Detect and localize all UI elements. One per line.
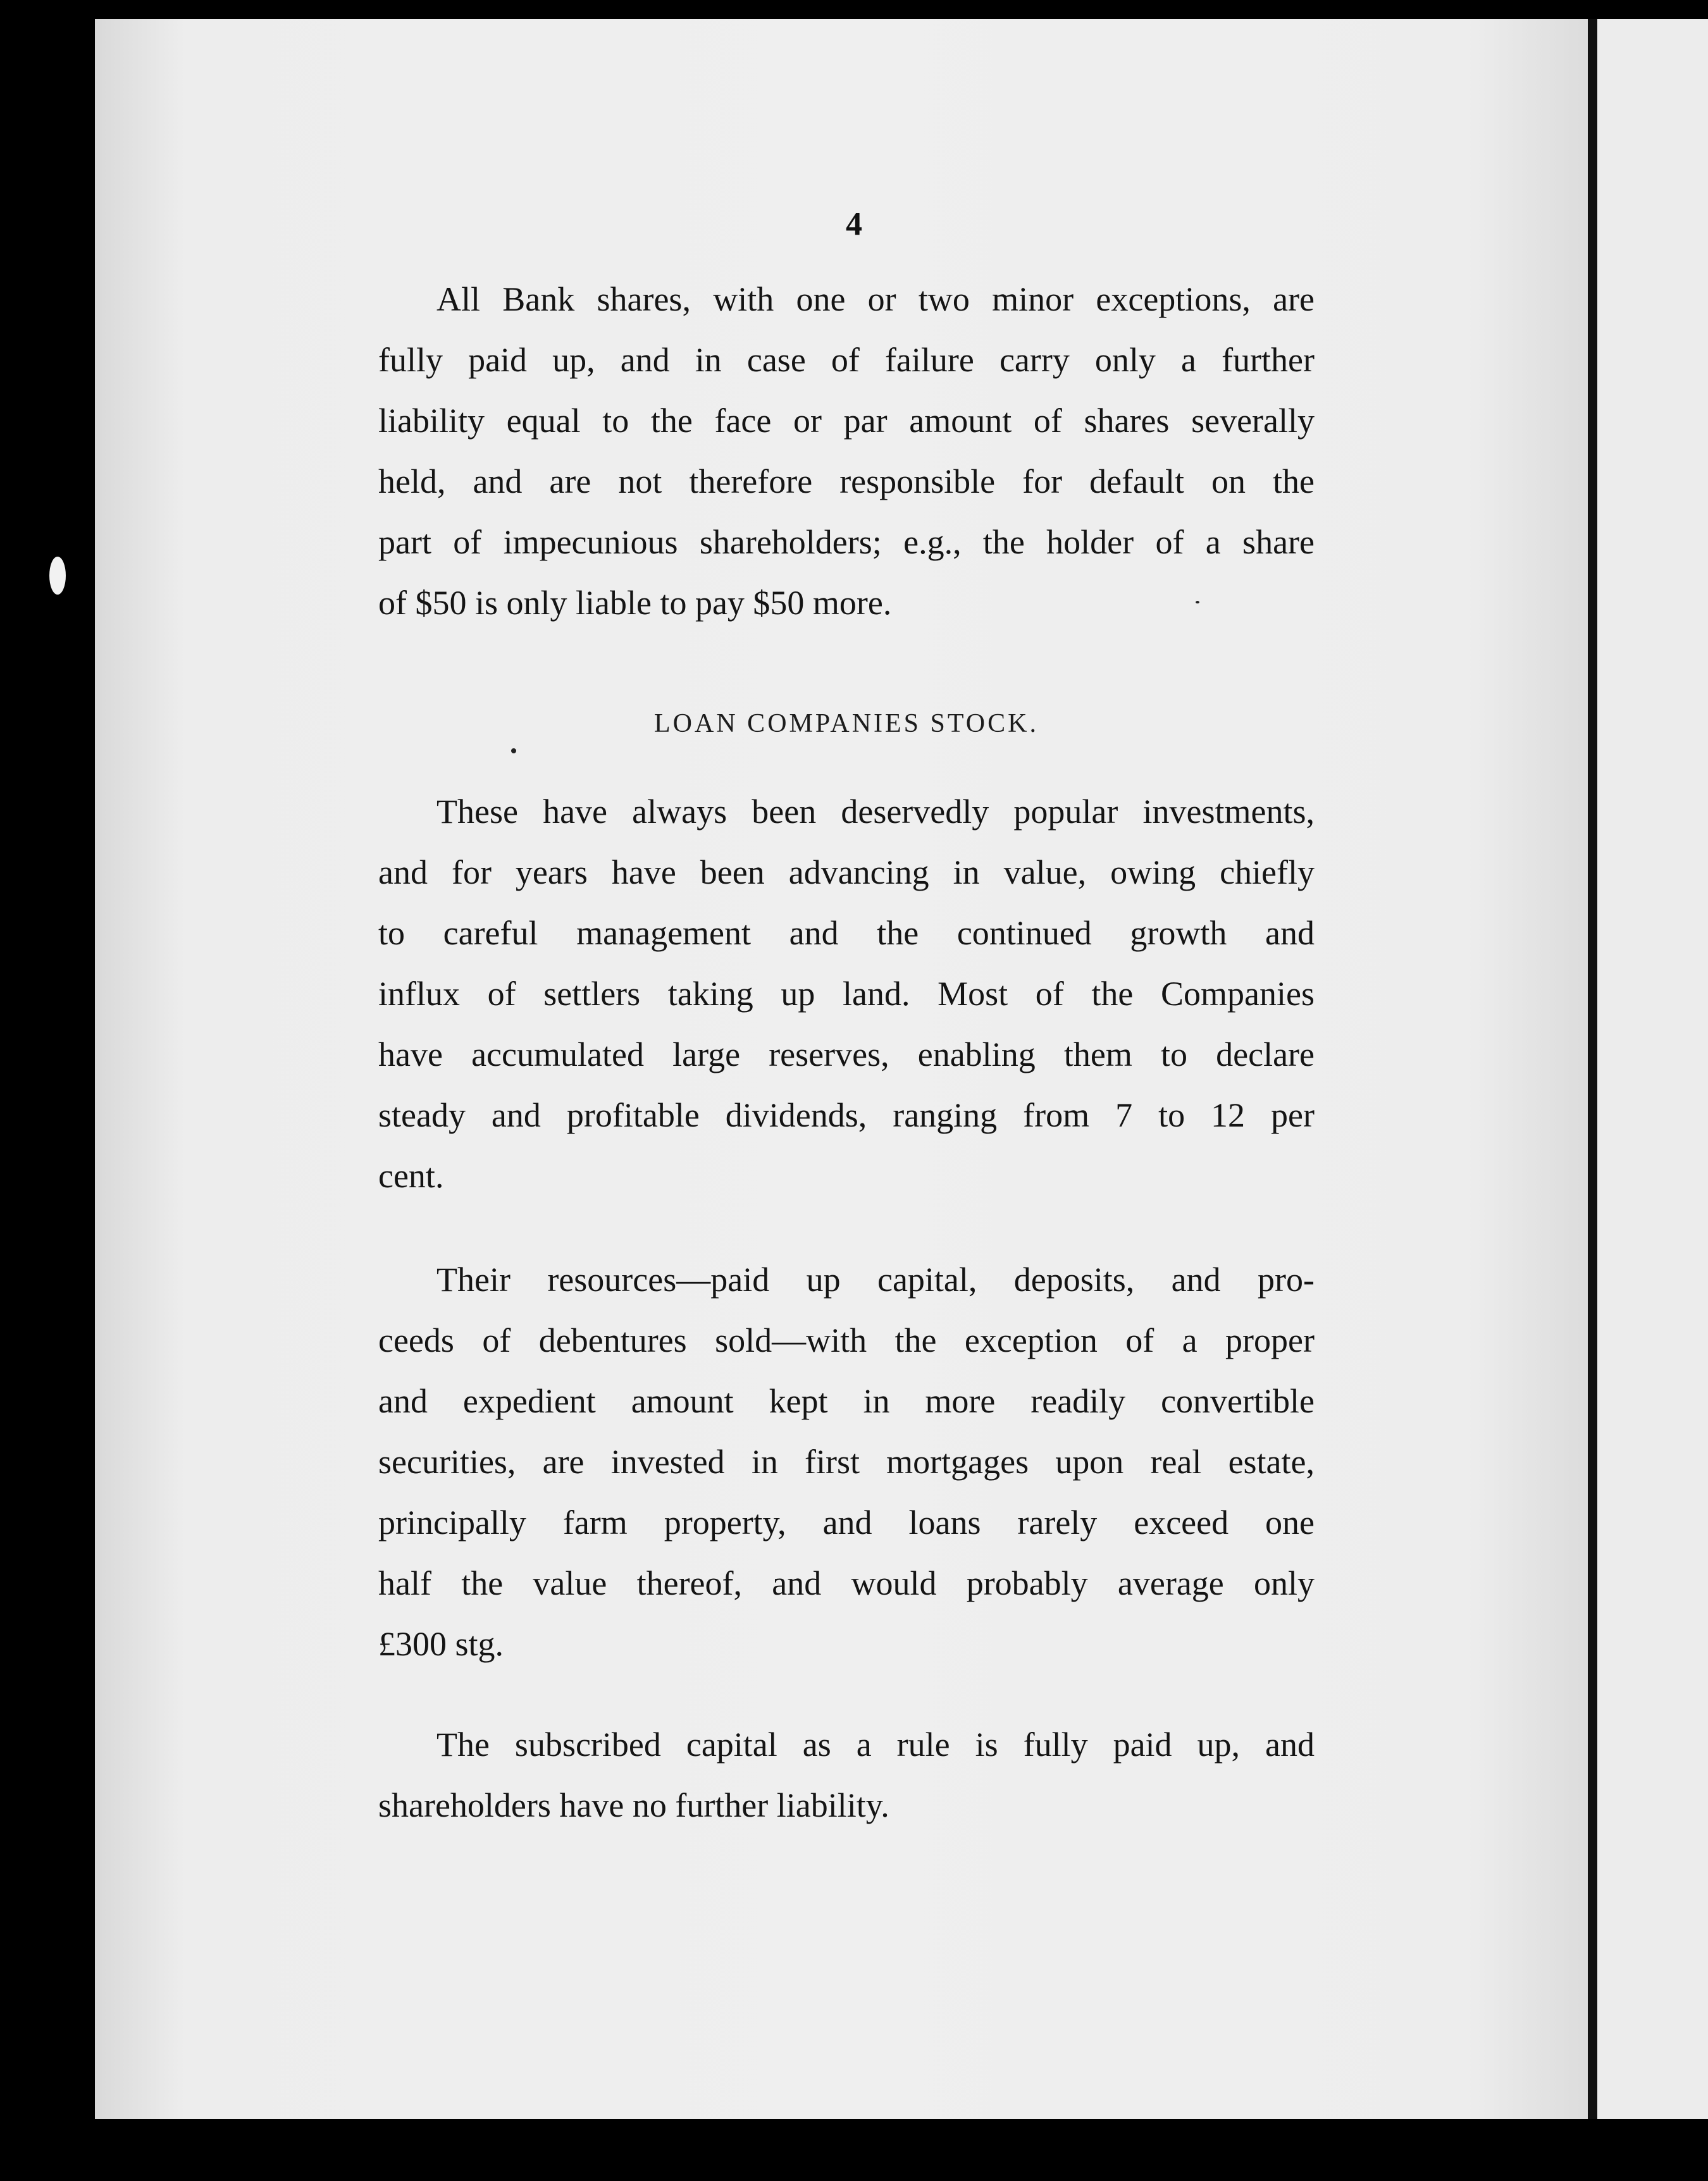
text-line: liability equal to the face or par amount of shares severally bbox=[378, 402, 1315, 440]
paragraph-resources bbox=[378, 1249, 1315, 1674]
text-line: All Bank shares, with one or two minor exceptions, are bbox=[436, 280, 1315, 318]
text-line: The subscribed capital as a rule is fully paid up, and bbox=[436, 1726, 1315, 1764]
paragraph-subscribed-capital bbox=[378, 1714, 1315, 1836]
text-line: securities, are invested in first mortgages upon real estate, bbox=[378, 1443, 1315, 1481]
text-line: Their resources—paid up capital, deposits, and pro- bbox=[436, 1261, 1315, 1299]
paragraph-loan-companies bbox=[378, 781, 1315, 1206]
text-line: These have always been deservedly popular investments, bbox=[436, 793, 1315, 831]
text-line: £300 stg. bbox=[378, 1625, 504, 1663]
scan-artifact bbox=[49, 557, 66, 595]
text-line: principally farm property, and loans rarely exceed one bbox=[378, 1504, 1315, 1542]
paragraph-bank-shares bbox=[378, 269, 1315, 633]
text-line: held, and are not therefore responsible for default on the bbox=[378, 462, 1315, 500]
text-line: to careful management and the continued growth and bbox=[378, 914, 1315, 952]
text-line: part of impecunious shareholders; e.g., the holder of a share bbox=[378, 523, 1315, 561]
text-line: have accumulated large reserves, enabling them to declare bbox=[378, 1035, 1315, 1073]
text-line: half the value thereof, and would probably average only bbox=[378, 1564, 1315, 1602]
text-line: of $50 is only liable to pay $50 more. bbox=[378, 584, 892, 622]
section-heading: LOAN COMPANIES STOCK. bbox=[654, 709, 1039, 738]
page-number: 4 bbox=[846, 206, 862, 242]
adjacent-page-edge bbox=[1597, 19, 1708, 2119]
text-line: shareholders have no further liability. bbox=[378, 1786, 889, 1824]
text-line: fully paid up, and in case of failure carry only a further bbox=[378, 341, 1315, 379]
text-line: influx of settlers taking up land. Most of the Companies bbox=[378, 975, 1315, 1013]
page-gutter bbox=[1588, 19, 1597, 2119]
scan-artifact bbox=[1196, 601, 1199, 603]
text-line: ceeds of debentures sold—with the exception of a proper bbox=[378, 1321, 1315, 1359]
text-line: and expedient amount kept in more readily convertible bbox=[378, 1382, 1315, 1420]
text-line: and for years have been advancing in value, owing chiefly bbox=[378, 853, 1315, 891]
scan-artifact bbox=[511, 748, 516, 753]
text-line: cent. bbox=[378, 1157, 444, 1195]
text-line: steady and profitable dividends, ranging from 7 to 12 per bbox=[378, 1096, 1315, 1134]
